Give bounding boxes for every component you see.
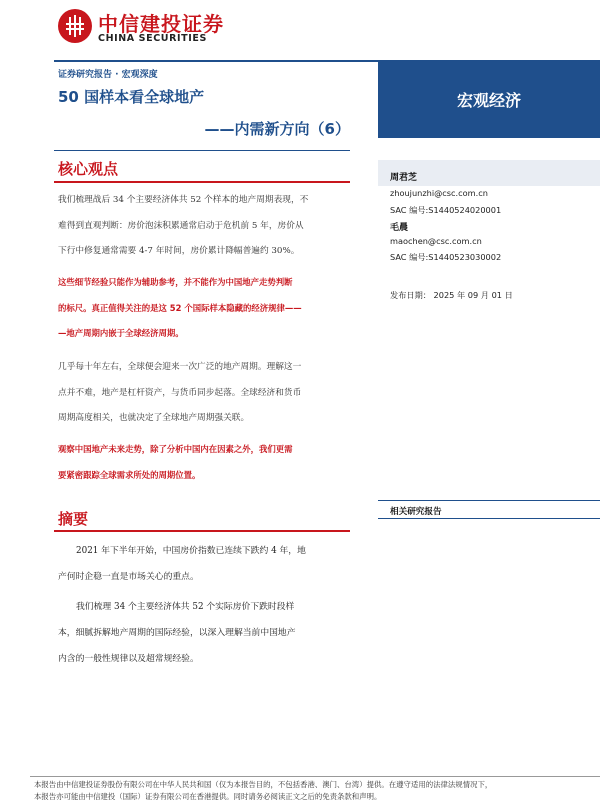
paragraph-line: 下行中修复通常需要 4-7 年时间，房价累计降幅普遍约 30%。 — [58, 246, 300, 256]
core-views-heading: 核心观点 — [58, 160, 119, 178]
core-views-rule — [54, 181, 350, 183]
paragraph-line: 几乎每十年左右，全球便会迎来一次广泛的地产周期。理解这一 — [58, 362, 302, 372]
analyst-name: 毛晨 — [390, 223, 409, 233]
summary-rule — [54, 530, 350, 532]
core-views-paragraph-3 — [58, 355, 346, 432]
core-views-paragraph-2 — [58, 270, 346, 347]
paragraph-line: 这些细节经验只能作为辅助参考，并不能作为中国地产走势判断 — [58, 277, 293, 287]
paragraph-line: 周期高度相关，也就决定了全球地产周期强关联。 — [58, 413, 250, 423]
paragraph-line: 本，细腻拆解地产周期的国际经验，以深入理解当前中国地产 — [58, 628, 296, 638]
paragraph-line: 我们梳理 34 个主要经济体共 52 个实际房价下跌时段样 — [76, 602, 295, 612]
analyst-name: 周君芝 — [390, 173, 418, 183]
category-banner — [378, 62, 600, 138]
logo-english-name: CHINA SECURITIES — [98, 33, 207, 44]
csc-logo-icon — [58, 9, 92, 43]
logo-chinese-name: 中信建投证券 — [98, 12, 224, 36]
paragraph-line: 2021 年下半年开始，中国房价指数已连续下跌约 4 年，地 — [76, 546, 306, 556]
disclaimer-text — [34, 779, 600, 800]
report-title: 50 国样本看全球地产 — [58, 88, 205, 106]
paragraph-line: 内含的一般性规律以及超常规经验。 — [58, 654, 199, 664]
disclaimer-line: 本报告亦可能由中信建投（国际）证券有限公司在香港提供。同时请务必阅读正文之后的免责条款和声明。 — [34, 792, 382, 800]
disclaimer-line: 本报告由中信建投证券股份有限公司在中华人民共和国（仅为本报告目的，不包括香港、澳门、台湾）提供。在遵守适用的法律法规情况下， — [34, 780, 493, 789]
report-header — [0, 0, 600, 60]
paragraph-line: 观察中国地产未来走势，除了分析中国内在因素之外，我们更需 — [58, 444, 293, 454]
analyst-sac-number: SAC 编号:S1440523030002 — [390, 252, 502, 262]
disclaimer-divider — [30, 776, 600, 777]
paragraph-line: 要紧密跟踪全球需求所处的周期位置。 — [58, 469, 201, 480]
paragraph-line: 点并不难，地产是杠杆资产，与货币同步起落。全球经济和货币 — [58, 387, 302, 398]
summary-paragraph-2 — [58, 594, 346, 672]
related-reports-heading: 相关研究报告 — [390, 507, 442, 517]
related-reports-rule — [378, 500, 600, 501]
paragraph-line: 我们梳理战后 34 个主要经济体共 52 个样本的地产周期表现，不 — [58, 195, 309, 205]
related-reports-underline — [378, 518, 600, 519]
analyst-email[interactable]: maochen@csc.com.cn — [390, 236, 482, 246]
title-divider — [54, 150, 350, 151]
summary-paragraph-1 — [58, 538, 346, 590]
report-series: 证券研究报告 · 宏观深度 — [58, 70, 158, 80]
analyst-sac-number: SAC 编号:S1440524020001 — [390, 205, 502, 215]
category-label: 宏观经济 — [456, 91, 521, 110]
report-subtitle: ——内需新方向（6） — [204, 120, 350, 138]
paragraph-line: —地产周期内嵌于全球经济周期。 — [58, 328, 184, 338]
paragraph-line: 难得到直观判断：房价泡沫积累通常启动于危机前 5 年，房价从 — [58, 220, 304, 231]
paragraph-line: 的标尺。真正值得关注的是这 52 个国际样本隐藏的经济规律—— — [58, 302, 302, 313]
summary-heading: 摘要 — [58, 510, 89, 528]
publish-date: 发布日期： 2025 年 09 月 01 日 — [390, 290, 513, 300]
core-views-paragraph-4 — [58, 437, 346, 488]
core-views-paragraph-1 — [58, 188, 346, 265]
analyst-email[interactable]: zhoujunzhi@csc.com.cn — [390, 188, 488, 198]
paragraph-line: 产何时企稳一直是市场关心的重点。 — [58, 572, 199, 582]
